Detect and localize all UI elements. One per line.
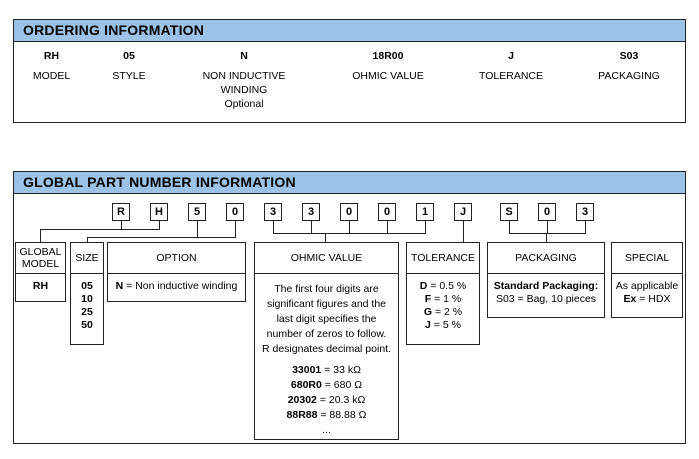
connector-line [40, 229, 160, 230]
tolerance-value: = 2 % [432, 306, 463, 318]
option-desc: = Non inductive winding [123, 280, 238, 292]
ohmic-text-line: significant figures and the [266, 298, 387, 310]
oi-winding-label-2: WINDING [220, 84, 268, 96]
packaging-label: Standard Packaging: [493, 280, 599, 292]
packaging-head: PACKAGING [488, 243, 604, 274]
connector-line [121, 221, 122, 229]
tolerance-item [407, 293, 479, 306]
connector-line [463, 229, 464, 242]
oi-packaging-label: PACKAGING [598, 70, 660, 82]
oi-col-tolerance [466, 49, 556, 83]
oi-col-model [19, 49, 84, 83]
ohmic-example [255, 393, 398, 408]
oi-tolerance-label: TOLERANCE [479, 70, 543, 82]
oi-col-packaging [584, 49, 674, 83]
ohmic-example-value: = 88.88 Ω [317, 409, 367, 421]
oi-ohmic-label: OHMIC VALUE [352, 70, 424, 82]
size-head: SIZE [71, 243, 103, 274]
oi-winding-label: NON INDUCTIVE [202, 70, 286, 82]
special-desc: = HDX [636, 293, 671, 305]
connector-line [311, 221, 312, 233]
tolerance-code: J [425, 319, 431, 331]
special-head: SPECIAL [612, 243, 682, 274]
packaging-body [488, 274, 604, 306]
connector-line [509, 233, 586, 234]
connector-line [87, 237, 236, 238]
digit-box: H [150, 203, 168, 221]
global-model-value: RH [32, 280, 49, 292]
connector-line [546, 233, 547, 242]
ohmic-value-head: OHMIC VALUE [255, 243, 398, 274]
ohmic-example-value: = 33 kΩ [321, 364, 361, 376]
ordering-information-panel [13, 19, 686, 123]
connector-line [197, 221, 198, 237]
oi-winding-value: N [240, 50, 248, 62]
tolerance-value: = 5 % [430, 319, 461, 331]
oi-ohmic-value: 18R00 [372, 50, 404, 62]
connector-line [273, 221, 274, 233]
global-model-head [16, 243, 65, 274]
global-model-head-line1: GLOBAL [19, 246, 62, 258]
connector-line [159, 221, 160, 229]
connector-line [349, 221, 350, 233]
ohmic-example-code: 88R88 [286, 409, 318, 421]
tolerance-code: F [424, 293, 432, 305]
global-model-head-line2: MODEL [21, 258, 60, 270]
oi-style-value: 05 [123, 50, 135, 62]
oi-style-label: STYLE [112, 70, 146, 82]
tolerance-code: D [419, 280, 428, 292]
ohmic-value-body [255, 274, 398, 438]
ohmic-value-box [254, 242, 399, 440]
size-value: 10 [81, 293, 93, 305]
ohmic-example-code: 680R0 [290, 379, 322, 391]
ohmic-text-line: number of zeros to follow. [266, 328, 387, 340]
ohmic-more: ... [322, 424, 331, 436]
ohmic-text-line: last digit specifies the [276, 313, 377, 325]
size-box [70, 242, 104, 345]
tolerance-item [407, 319, 479, 332]
digit-box: 3 [302, 203, 320, 221]
tolerance-value: = 0.5 % [427, 280, 467, 292]
connector-line [463, 221, 464, 229]
digit-box: J [454, 203, 472, 221]
connector-line [547, 221, 548, 233]
tolerance-item [407, 280, 479, 293]
connector-line [585, 221, 586, 233]
tolerance-item [407, 306, 479, 319]
size-body [71, 274, 103, 332]
digit-box: 5 [188, 203, 206, 221]
ohmic-example [255, 363, 398, 378]
ohmic-text-line: The first four digits are [274, 283, 379, 295]
connector-line [509, 221, 510, 233]
special-box [611, 242, 683, 318]
oi-packaging-value: S03 [619, 50, 639, 62]
global-model-box [15, 242, 66, 302]
digit-box: 0 [340, 203, 358, 221]
ohmic-example-value: = 20.3 kΩ [316, 394, 366, 406]
special-code: Ex [623, 293, 637, 305]
tolerance-head: TOLERANCE [407, 243, 479, 274]
global-part-number-title: GLOBAL PART NUMBER INFORMATION [14, 172, 685, 194]
special-body [612, 274, 682, 306]
digit-box: 0 [538, 203, 556, 221]
connector-line [425, 221, 426, 233]
tolerance-box [406, 242, 480, 345]
digit-box: 0 [378, 203, 396, 221]
ohmic-example [255, 408, 398, 423]
oi-col-winding [189, 49, 299, 111]
global-model-body [16, 274, 65, 293]
oi-model-label: MODEL [32, 70, 71, 82]
connector-line [40, 229, 41, 242]
option-body [108, 274, 245, 293]
connector-line [325, 233, 326, 242]
ohmic-text-line: R designates decimal point. [262, 343, 391, 355]
size-value: 05 [81, 280, 93, 292]
option-head: OPTION [108, 243, 245, 274]
oi-col-style [94, 49, 164, 83]
tolerance-value: = 1 % [431, 293, 462, 305]
option-box [107, 242, 246, 302]
ohmic-example-code: 20302 [287, 394, 317, 406]
digit-box: 1 [416, 203, 434, 221]
ohmic-example-code: 33001 [292, 364, 322, 376]
digit-box: R [112, 203, 130, 221]
tolerance-body [407, 274, 479, 332]
size-value: 50 [81, 319, 93, 331]
packaging-box [487, 242, 605, 318]
special-line1: As applicable [615, 280, 679, 292]
digit-box: 3 [264, 203, 282, 221]
oi-model-value: RH [43, 50, 60, 62]
oi-col-ohmic [336, 49, 440, 83]
connector-line [235, 221, 236, 237]
option-code: N [115, 280, 124, 292]
ohmic-example [255, 378, 398, 393]
ohmic-example-value: = 680 Ω [321, 379, 363, 391]
connector-line [273, 233, 426, 234]
digit-box: 0 [226, 203, 244, 221]
tolerance-code: G [423, 306, 433, 318]
connector-line [387, 221, 388, 233]
oi-winding-note: Optional [224, 98, 264, 110]
size-value: 25 [81, 306, 93, 318]
oi-tolerance-value: J [508, 50, 514, 62]
ordering-information-title: ORDERING INFORMATION [14, 20, 685, 42]
digit-box: S [500, 203, 518, 221]
digit-box: 3 [576, 203, 594, 221]
packaging-desc: S03 = Bag, 10 pieces [495, 293, 597, 305]
